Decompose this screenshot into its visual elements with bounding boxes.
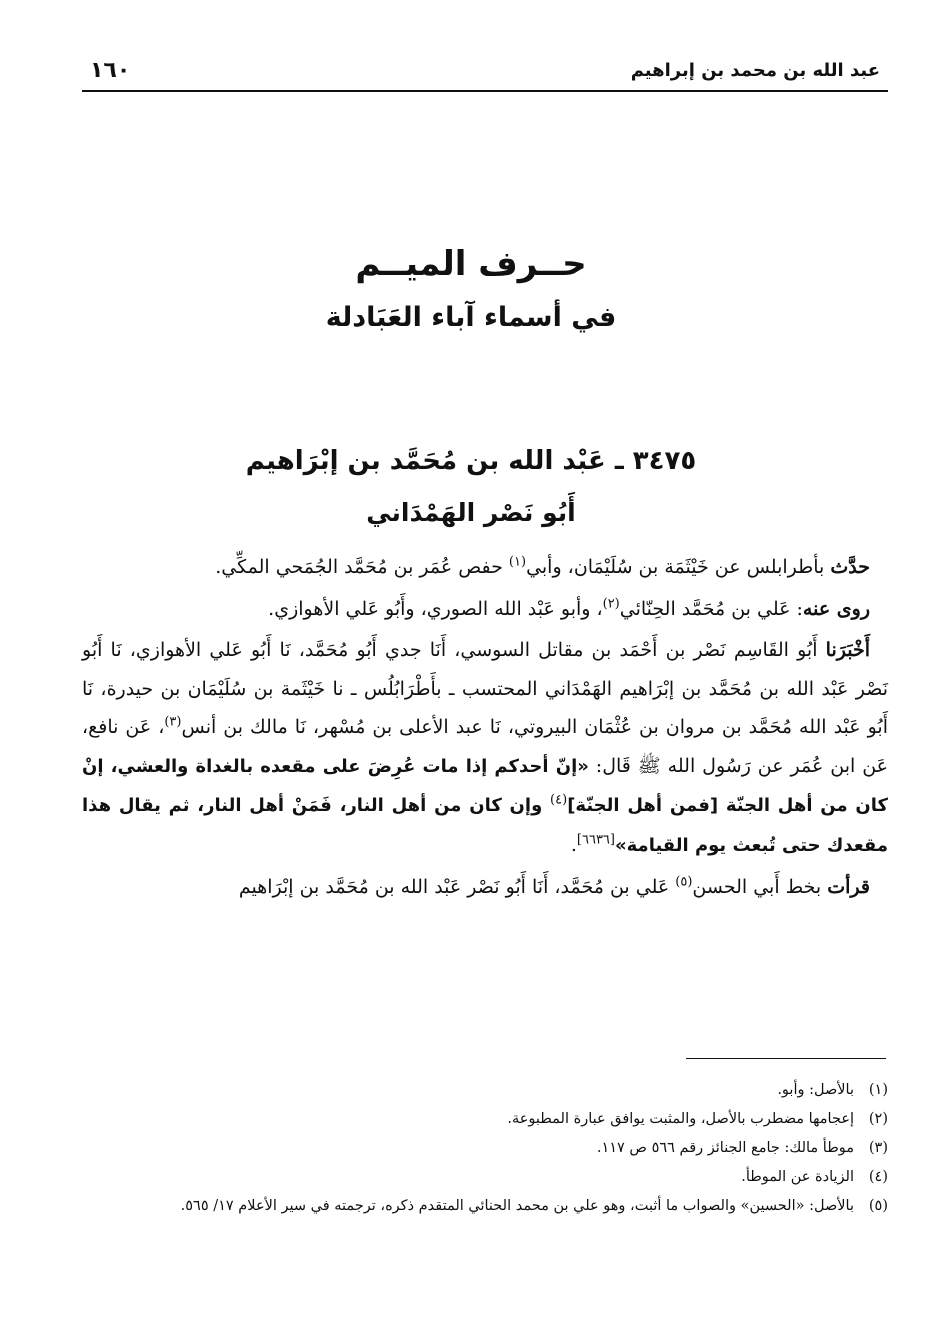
footnote-ref: (٢) [602, 596, 620, 612]
footnote-text: الزيادة عن الموطأ. [741, 1169, 854, 1185]
footnote [82, 1105, 888, 1134]
chapter-title: حــرف الميــم [355, 244, 587, 284]
footnote-ref: (٤) [550, 792, 568, 808]
text: حفص عُمَر بن مُحَمَّد الجُمَحي المكِّي. [215, 556, 509, 578]
footnote-ref: (٥) [675, 874, 693, 890]
text: . [570, 833, 577, 856]
page-number: ١٦٠ [90, 58, 131, 83]
footnote-number: (٥) [868, 1198, 888, 1214]
footnote [82, 1134, 888, 1163]
keyword: أَخْبَرَنا [825, 639, 870, 661]
footnote-number: (٣) [868, 1140, 888, 1156]
footnote-text: بالأصل: وأبو. [777, 1082, 854, 1098]
footnote [82, 1192, 888, 1221]
hadith-number: [٦٦٣٦] [576, 832, 615, 848]
footnote-text: بالأصل: «الحسين» والصواب ما أثبت، وهو علي بن محمد الحنائي المتقدم ذكره، ترجمته في سير الأعلام ١٧/ ٥٦٥. [180, 1198, 854, 1214]
paragraph-read [82, 868, 888, 907]
keyword: روى عنه [802, 597, 870, 620]
paragraph-isnad [82, 631, 888, 865]
hadith-text: «إنّ أحدكم إذا مات عُرِضَ على مقعده بالغداة والعشي، إنْ كان من أهل الجنّة [فمن أهل الجنّة] [82, 755, 888, 816]
entry-kunya: أَبُو نَصْر الهَمْدَاني [366, 498, 576, 527]
footnote-text: موطأ مالك: جامع الجنائز رقم ٥٦٦ ص ١١٧. [596, 1140, 854, 1156]
running-header [82, 50, 888, 92]
entry-title: ٣٤٧٥ ـ عَبْد الله بن مُحَمَّد بن إبْرَاهيم [245, 446, 697, 476]
footnote-number: (١) [868, 1082, 888, 1098]
text: : عَلي بن مُحَمَّد الحِنّائي [619, 597, 803, 620]
text: بخط أَبي الحسن [692, 876, 828, 898]
body-text [82, 548, 888, 910]
paragraph-narrated [82, 548, 888, 587]
text: ، وأبو عَبْد الله الصوري، وأَبُو عَلي الأهوازي. [268, 597, 603, 620]
keyword: حدَّث [830, 556, 870, 578]
footnote-text: إعجامها مضطرب بالأصل، والمثبت يوافق عبارة المطبوعة. [507, 1111, 854, 1127]
keyword: قرأت [827, 876, 870, 898]
running-title: عبد الله بن محمد بن إبراهيم [630, 60, 880, 81]
text: عَلي بن مُحَمَّد، أَنَا أَبُو نَصْر عَبْد الله بن مُحَمَّد بن إبْرَاهيم [238, 876, 676, 898]
text: ، عَن نافع، عَن ابن عُمَر عن رَسُول الله ﷺ قَال: [82, 716, 888, 777]
paragraph-narrators [82, 590, 888, 629]
footnote-ref: (١) [508, 554, 527, 570]
text: بأطرابلس عن خَيْثَمَة بن سُلَيْمَان، وأبي [526, 556, 831, 578]
chapter-subtitle: في أسماء آباء العَبَادلة [325, 302, 617, 333]
hadith-text: وإن كان من أهل النار، فَمَنْ أهل النار، ثم يقال هذا مقعدك حتى تُبعث يوم القيامة» [82, 795, 888, 856]
footnote-number: (٢) [868, 1111, 888, 1127]
footnote-divider [686, 1058, 886, 1059]
footnote-ref: (٣) [164, 714, 182, 730]
footnotes [82, 1076, 888, 1221]
footnote [82, 1163, 888, 1192]
footnote [82, 1076, 888, 1105]
text: أَبُو القَاسِم نَصْر بن أَحْمَد بن مقاتل السوسي، أَنَا جدي أَبُو مُحَمَّد، نَا أَبُو عَلي الأهوازي، نَا أَبُو نَصْر عَبْد الله بن مُحَمَّد بن إبْرَاهيم الهَمْدَاني المحتسب ـ بأَطْرَابُلُس ـ نا خَيْثَمة بن سُلَيْمَان بن حيدرة، نَا أَبُو عَبْد الله مُحَمَّد بن مروان بن عُثْمَان البيروتي، نَا عبد الأعلى بن مُسْهر، نَا مالك بن أنس [82, 639, 888, 738]
footnote-number: (٤) [868, 1169, 888, 1185]
